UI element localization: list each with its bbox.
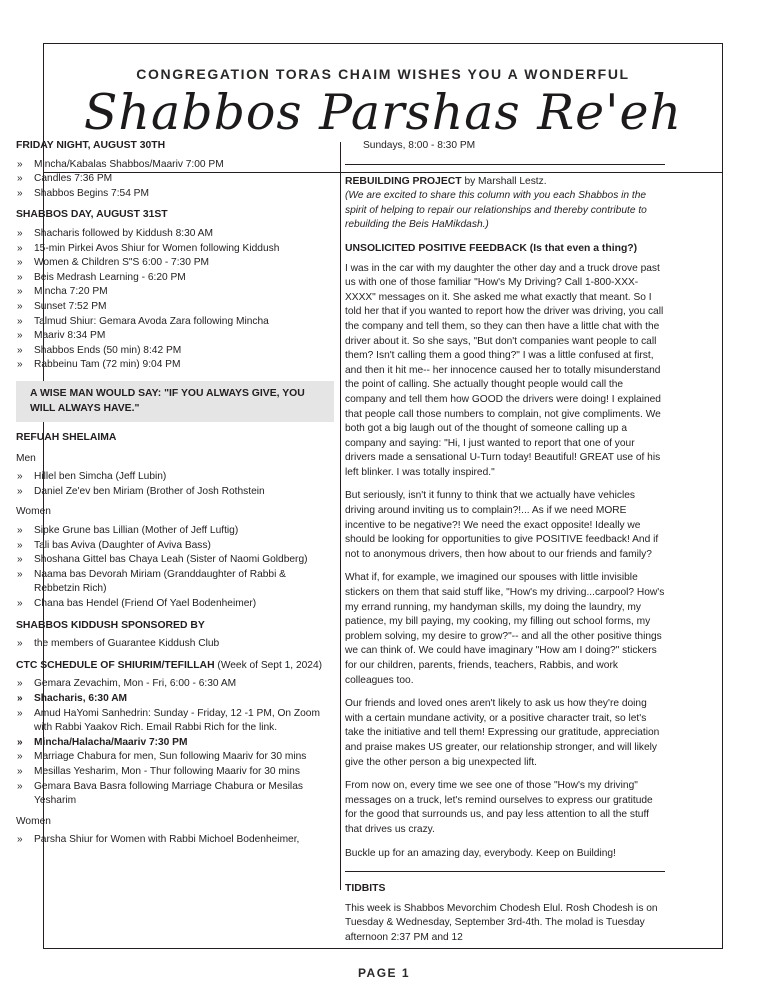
list-item: » Shabbos Begins 7:54 PM [16,187,334,202]
divider-rule [345,164,665,165]
tidbits-section [345,882,665,945]
list-item: » Chana bas Hendel (Friend Of Yael Bodenheimer) [16,597,334,612]
divider-rule [345,871,665,872]
wise-man-quote: A WISE MAN WOULD SAY: "IF YOU ALWAYS GIVE, YOU WILL ALWAYS HAVE." [16,381,334,422]
list-item: » Parsha Shiur for Women with Rabbi Michoel Bodenheimer, [16,833,334,848]
list-item: » Mesillas Yesharim, Mon - Thur following Maariv for 30 mins [16,765,334,780]
rebuilding-heading-row [345,175,665,190]
right-column [345,139,665,946]
section-heading: SHABBOS DAY, AUGUST 31ST [16,209,168,221]
list-item: » 15-min Pirkei Avos Shiur for Women following Kiddush [16,242,334,257]
section-heading: FRIDAY NIGHT, AUGUST 30TH [16,140,166,151]
ctc-continued: Sundays, 8:00 - 8:30 PM [363,140,476,151]
section-heading: REBUILDING PROJECT [345,175,462,187]
shabbos-day-section [16,208,334,373]
article-subheading: UNSOLICITED POSITIVE FEEDBACK (Is that even a thing?) [345,242,638,254]
women-label: Women [16,815,51,827]
list-item: » Sunset 7:52 PM [16,300,334,315]
ctc-list [16,677,334,808]
article-paragraph: Buckle up for an amazing day, everybody. Keep on Building! [345,847,616,859]
article-paragraph: I was in the car with my daughter the other day and a truck drove past us with one of those familiar "How's My Driving? Call 1-800-XXX-XXXX" messages on it. She asked me what exactly that meant. So I told her that if you wanted to report how the driver was driving, you call the company and tell them, so they can then have a little chat with the driver about it. So she says, "But don't companies want people to call them? Isn't calling them a good thing?" I was a little confused at first, and then it hit me-- her innocence caused her to totally misunderstand the point of calling. She actually thought people would call the company and tell them how GOOD the drivers were doing! I explained that people call those numbers to complain, not give compliments. We both got a big laugh out of the thought of someone calling up a company and saying: "Hi, I just wanted to report that one of your drivers made a sensational U-Turn today! Beautiful! GREAT use of his left blinker. I was totally inspired." [345,262,664,478]
list-item: » Mincha/Halacha/Maariv 7:30 PM [16,736,334,751]
left-column [16,139,334,855]
friday-section [16,139,334,201]
list-item: » Shacharis followed by Kiddush 8:30 AM [16,227,334,242]
refuah-men-list [16,470,334,499]
friday-list [16,158,334,202]
list-item: » Tali bas Aviva (Daughter of Aviva Bass) [16,539,334,554]
list-item: » Gemara Zevachim, Mon - Fri, 6:00 - 6:30 AM [16,677,334,692]
tidbits-text: This week is Shabbos Mevorchim Chodesh Elul. Rosh Chodesh is on Tuesday & Wednesday, September 3rd-4th. The molad is Tuesday afternoon 2:37 PM and 12 [345,902,658,943]
women-label: Women [16,506,51,518]
list-item: » Mincha 7:20 PM [16,285,334,300]
refuah-section [16,431,334,612]
list-item: » Gemara Bava Basra following Marriage Chabura or Mesilas Yesharim [16,780,334,809]
article-paragraph: What if, for example, we imagined our spouses with little invisible stickers on them that said stuff like, "How's my driving...carpool? How's my errand running, my handyman skills, my doing the laundry, my patience, my bill paying, my cooking, my filling out school forms, my problem solving, my desire to grow?"-- and all the other positive things we can think of. We could have imaginary "How am I doing?" stickers for our children, parents, friends, teachers, Rabbis, and work colleagues too. [345,572,665,686]
section-heading: CTC SCHEDULE OF SHIURIM/TEFILLAH [16,659,215,671]
section-heading: REFUAH SHELAIMA [16,432,117,444]
article-paragraph: Our friends and loved ones aren't likely to ask us how they're doing with a certain mundane activity, or a positive character trait, so let's take the initiative and tell them! Expressing our gratitude, appreciation and praise makes US greater, our relationship stronger, and will likely give the other person a big unexpected lift. [345,698,660,768]
list-item: » Amud HaYomi Sanhedrin: Sunday - Friday, 12 -1 PM, On Zoom with Rabbi Yaakov Rich. Email Rabbi Rich for the link. [16,707,334,736]
rebuilding-section [345,175,665,862]
list-item: » Rabbeinu Tam (72 min) 9:04 PM [16,358,334,373]
refuah-women-list [16,524,334,612]
header-tagline: CONGREGATION TORAS CHAIM WISHES YOU A WONDERFUL [136,66,630,82]
page-number: PAGE 1 [357,966,411,980]
ctc-women-list [16,833,334,848]
list-item: » Mincha/Kabalas Shabbos/Maariv 7:00 PM [16,158,334,173]
column-divider [340,142,341,890]
page-title: Shabbos Parshas Re'eh [83,84,683,141]
list-item: » Women & Children S"S 6:00 - 7:30 PM [16,256,334,271]
list-item: » Daniel Ze'ev ben Miriam (Brother of Josh Rothstein [16,485,334,500]
ctc-section [16,659,334,848]
list-item: » Naama bas Devorah Miriam (Granddaughter of Rabbi & Rebbetzin Rich) [16,568,334,597]
article-paragraph: From now on, every time we see one of those "How's my driving" messages on a truck, let's remind ourselves to express our gratitude for the good that surrounds us, and pay less attention to all the stuff that drives us crazy. [345,780,653,835]
kiddush-list [16,637,334,652]
section-heading: SHABBOS KIDDUSH SPONSORED BY [16,619,205,631]
article-paragraph: But seriously, isn't it funny to think that we actually have vehicles driving around inviting us to complain?!... As if we need MORE incentive to be negative?! We need the exact opposite! Ideally we should be looking for opportunities to give POSITIVE feedback! And if not to anonymous drivers, then how about to our friends and family? [345,490,659,560]
list-item: » Shacharis, 6:30 AM [16,692,334,707]
list-item: » Talmud Shiur: Gemara Avoda Zara following Mincha [16,315,334,330]
men-label: Men [16,452,36,464]
byline: by Marshall Lestz. [464,175,547,187]
list-item: » Beis Medrash Learning - 6:20 PM [16,271,334,286]
list-item: » Maariv 8:34 PM [16,329,334,344]
list-item: » Shabbos Ends (50 min) 8:42 PM [16,344,334,359]
list-item: » Shoshana Gittel bas Chaya Leah (Sister of Naomi Goldberg) [16,553,334,568]
section-heading-note: (Week of Sept 1, 2024) [217,659,322,671]
list-item: » Marriage Chabura for men, Sun following Maariv for 30 mins [16,750,334,765]
list-item: » Sipke Grune bas Lillian (Mother of Jeff Luftig) [16,524,334,539]
kiddush-section [16,619,334,652]
list-item: » Candles 7:36 PM [16,172,334,187]
list-item: » Hillel ben Simcha (Jeff Lubin) [16,470,334,485]
section-heading: TIDBITS [345,883,386,895]
shabbos-day-list [16,227,334,373]
list-item: » the members of Guarantee Kiddush Club [16,637,334,652]
section-heading-row [16,659,334,674]
rebuilding-intro: (We are excited to share this column with you each Shabbos in the spirit of helping to repair our relationships and thereby contribute to rebuilding the Beis HaMikdash.) [345,190,647,231]
